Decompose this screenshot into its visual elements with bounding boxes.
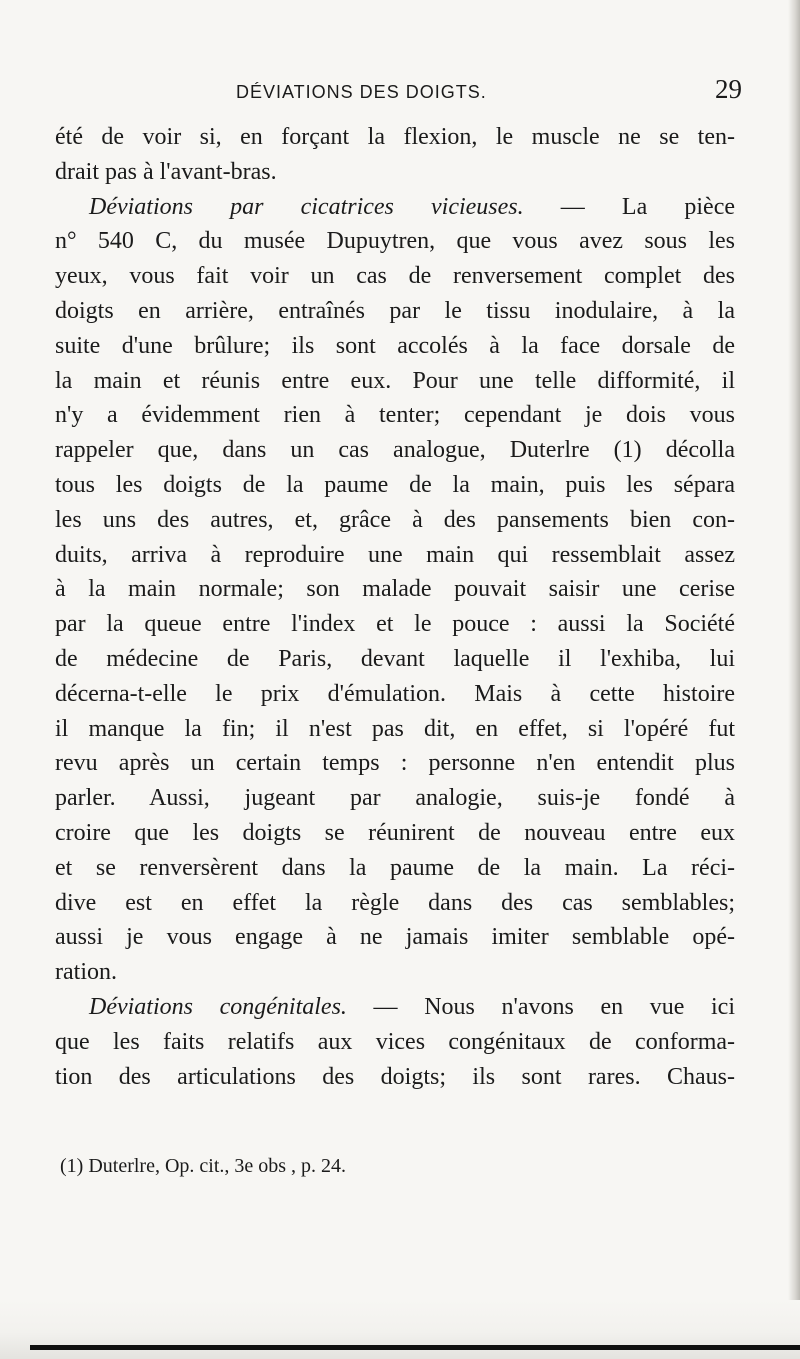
text-line: la main et réunis entre eux. Pour une telle difformité, il xyxy=(55,367,735,394)
text-line: croire que les doigts se réunirent de nouveau entre eux xyxy=(55,819,735,846)
text-line: tion des articulations des doigts; ils sont rares. Chaus- xyxy=(55,1063,735,1090)
text-line: suite d'une brûlure; ils sont accolés à la face dorsale de xyxy=(55,332,735,359)
text-line: par la queue entre l'index et le pouce : aussi la Société xyxy=(55,611,735,638)
text-line-section-heading: Déviations par cicatrices vicieuses. — La pièce xyxy=(89,193,736,220)
page-bottom-shade xyxy=(0,1300,800,1359)
section-heading-italic: Déviations par cicatrices vicieuses. xyxy=(89,193,524,220)
text-line: duits, arriva à reproduire une main qui ressemblait assez xyxy=(55,541,735,568)
section-heading-italic: Déviations congénitales. xyxy=(89,993,347,1020)
page-number: 29 xyxy=(715,74,742,104)
text-line: à la main normale; son malade pouvait saisir une cerise xyxy=(55,576,735,603)
text-line: et se renversèrent dans la paume de la main. La réci- xyxy=(55,854,735,881)
text-line: dive est en effet la règle dans des cas semblables; xyxy=(55,889,735,916)
text-line: drait pas à l'avant-bras. xyxy=(55,158,277,185)
running-title: DÉVIATIONS DES DOIGTS. xyxy=(236,82,487,102)
page-edge-shadow xyxy=(788,0,800,1359)
text-line: rappeler que, dans un cas analogue, Duterlre (1) décolla xyxy=(55,437,735,464)
body-text xyxy=(55,120,735,1094)
footnote-text: (1) Duterlre, Op. cit., 3e obs , p. 24. xyxy=(60,1155,347,1177)
text-line-section-heading: Déviations congénitales. — Nous n'avons en vue ici xyxy=(89,993,736,1020)
text-line: de médecine de Paris, devant laquelle il l'exhiba, lui xyxy=(55,645,735,672)
running-head xyxy=(0,74,800,112)
text-line: les uns des autres, et, grâce à des pansements bien con- xyxy=(55,506,735,533)
text-line: tous les doigts de la paume de la main, puis les sépara xyxy=(55,471,735,498)
text-line: yeux, vous fait voir un cas de renversement complet des xyxy=(55,263,735,290)
text-line: été de voir si, en forçant la flexion, le muscle ne se ten- xyxy=(55,124,735,150)
text-line: n'y a évidemment rien à tenter; cependant je dois vous xyxy=(55,402,735,429)
text-line: parler. Aussi, jugeant par analogie, suis-je fondé à xyxy=(55,785,735,812)
footnote xyxy=(60,1155,346,1178)
text-line: doigts en arrière, entraînés par le tissu inodulaire, à la xyxy=(55,297,735,324)
text-line: il manque la fin; il n'est pas dit, en effet, si l'opéré fut xyxy=(55,715,735,742)
text-line: aussi je vous engage à ne jamais imiter semblable opé- xyxy=(55,924,735,951)
bottom-rule xyxy=(30,1345,800,1350)
text-line: décerna-t-elle le prix d'émulation. Mais à cette histoire xyxy=(55,680,735,707)
text-line: que les faits relatifs aux vices congénitaux de conforma- xyxy=(55,1028,735,1055)
text-line: n° 540 C, du musée Dupuytren, que vous avez sous les xyxy=(55,228,735,255)
text-line: revu après un certain temps : personne n'en entendit plus xyxy=(55,750,735,777)
text-line: ration. xyxy=(55,959,117,986)
